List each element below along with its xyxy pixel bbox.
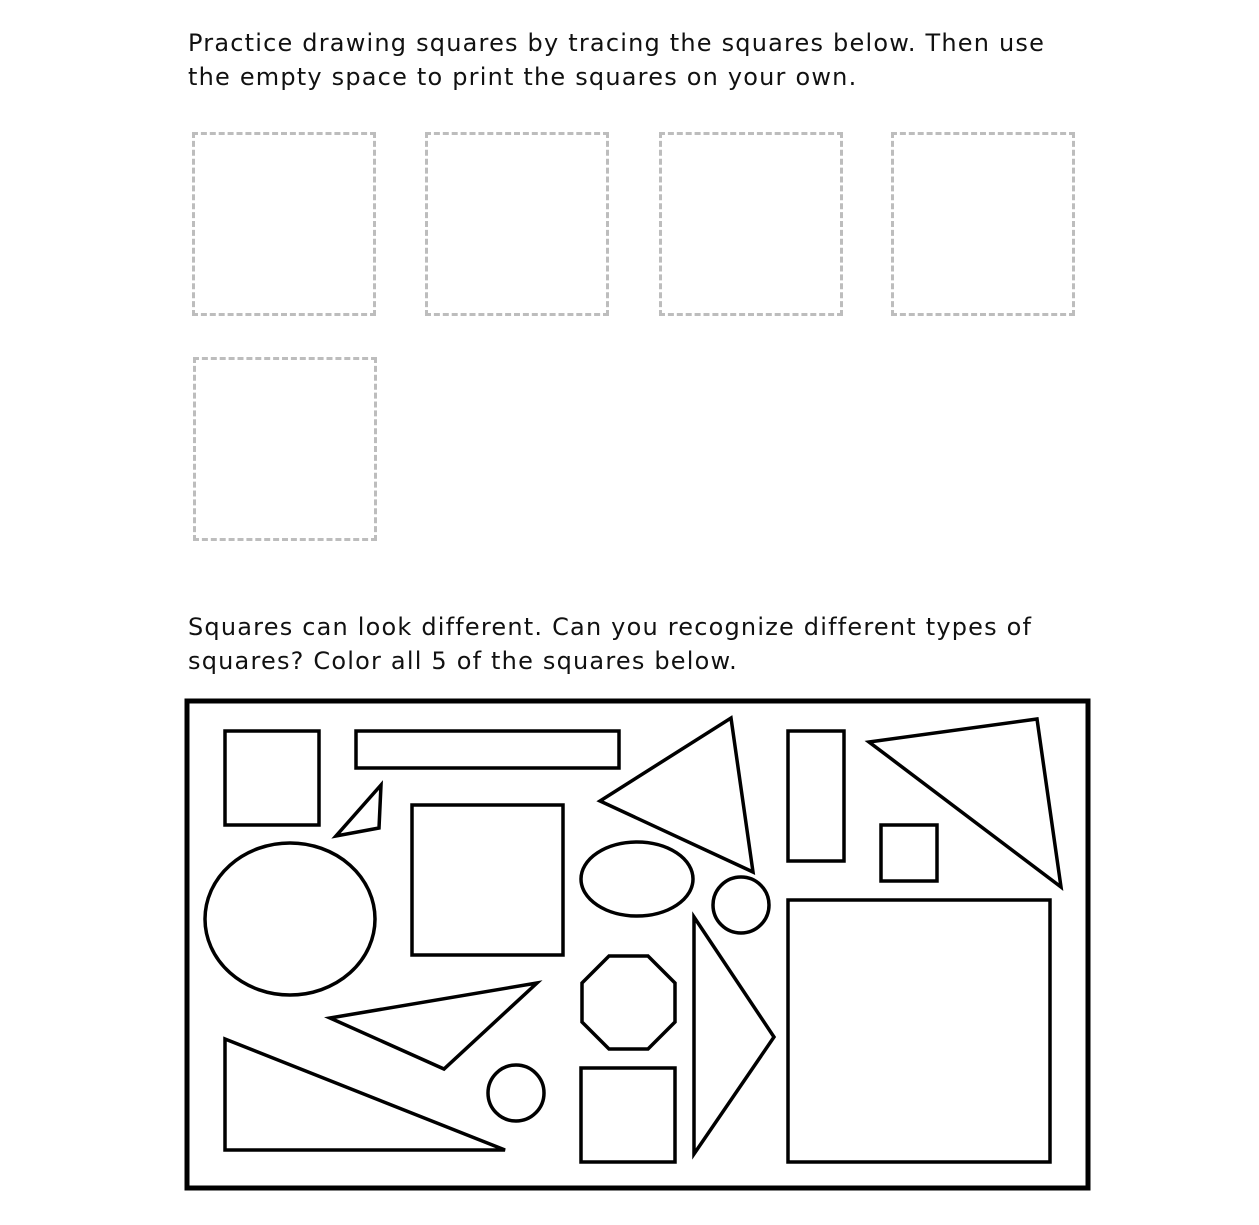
tracing-instructions: Practice drawing squares by tracing the squares below. Then use the empty space to print the squares on your own. <box>188 29 1046 91</box>
oval-shape[interactable] <box>581 842 693 916</box>
square-shape[interactable] <box>788 900 1050 1162</box>
square-shape[interactable] <box>581 1068 675 1162</box>
circle-shape[interactable] <box>713 877 769 933</box>
rectangle-shape[interactable] <box>356 731 619 768</box>
rectangle-shape[interactable] <box>788 731 844 861</box>
circle-shape[interactable] <box>488 1065 544 1121</box>
oval-shape[interactable] <box>205 843 375 995</box>
square-shape[interactable] <box>412 805 563 955</box>
recognition-instructions: Squares can look different. Can you recognize different types of squares? Color all 5 of the squares below. <box>188 613 1033 675</box>
square-shape[interactable] <box>881 825 937 881</box>
square-shape[interactable] <box>225 731 319 825</box>
octagon-shape[interactable] <box>582 956 675 1049</box>
